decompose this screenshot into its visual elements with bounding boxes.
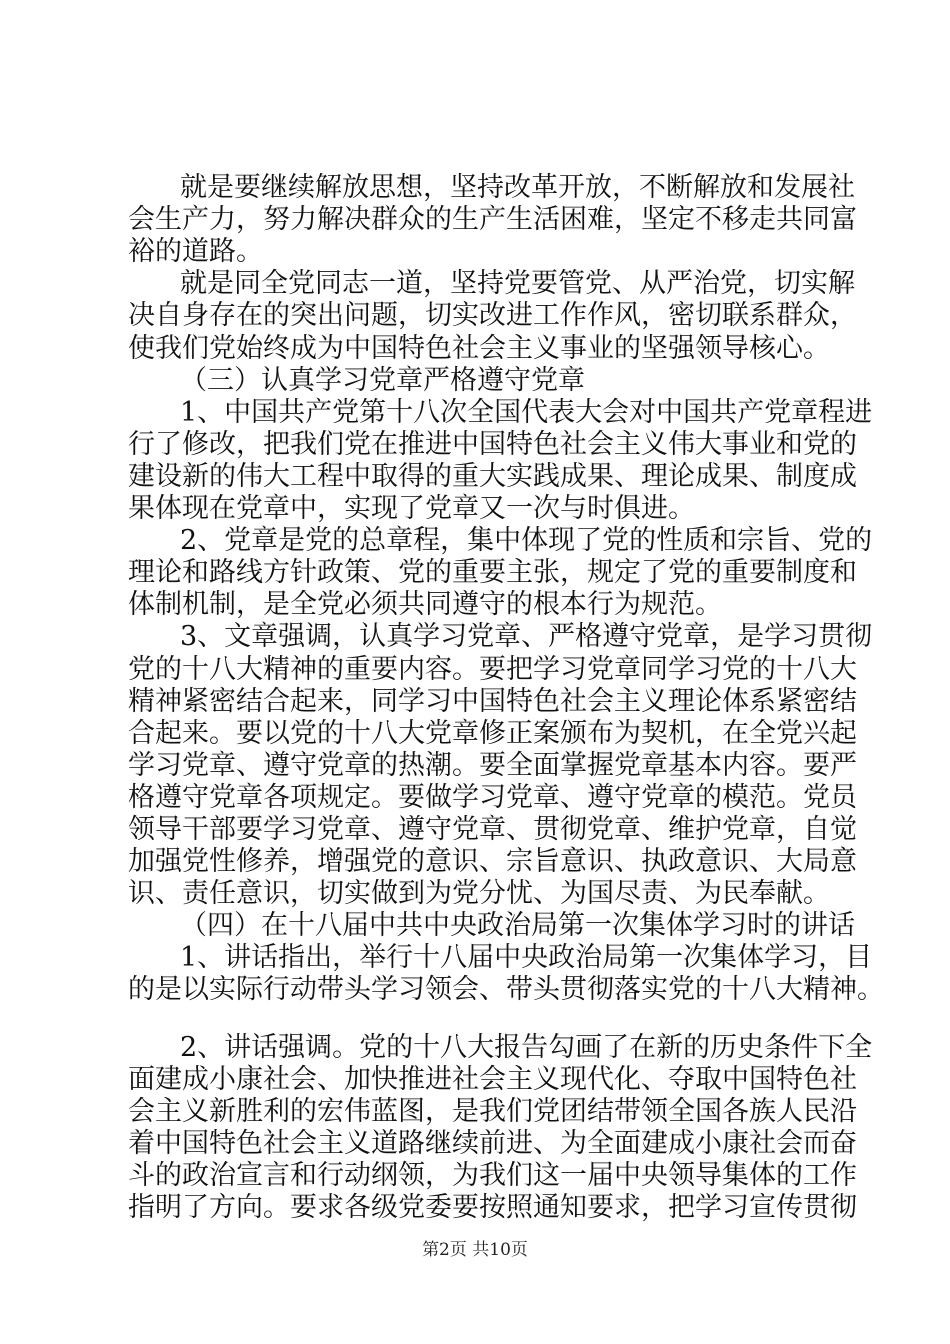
text-line: 精神紧密结合起来，同学习中国特色社会主义理论体系紧密结 [128,685,857,717]
text-line: 1、讲话指出，举行十八届中央政治局第一次集体学习，目 [180,942,873,974]
text-line: 斗的政治宣言和行动纲领，为我们这一届中央领导集体的工作 [128,1159,857,1191]
text-line: 党的十八大精神的重要内容。要把学习党章同学习党的十八大 [128,653,857,685]
text-line: 理论和路线方针政策、党的重要主张，规定了党的重要制度和 [128,557,857,589]
text-line: 使我们党始终成为中国特色社会主义事业的坚强领导核心。 [128,332,830,364]
text-line: 格遵守党章各项规定。要做学习党章、遵守党章的模范。党员 [128,781,857,813]
text-line: 就是同全党同志一道，坚持党要管党、从严治党，切实解 [180,268,855,300]
text-line: 2、党章是党的总章程，集中体现了党的性质和宗旨、党的 [180,525,873,557]
text-line: 会生产力，努力解决群众的生产生活困难，坚定不移走共同富 [128,204,857,236]
text-line: 就是要继续解放思想，坚持改革开放，不断解放和发展社 [180,172,855,203]
text-line: 着中国特色社会主义道路继续前进、为全面建成小康社会而奋 [128,1127,857,1159]
text-line: 1、中国共产党第十八次全国代表大会对中国共产党章程进 [180,396,873,428]
text-line: 体制机制，是全党必须共同遵守的根本行为规范。 [128,589,722,621]
section-heading: （四）在十八届中共中央政治局第一次集体学习时的讲话 [180,910,855,942]
section-heading: （三）认真学习党章严格遵守党章 [180,364,585,396]
text-line: 识、责任意识，切实做到为党分忧、为国尽责、为民奉献。 [128,878,830,910]
text-line: 领导干部要学习党章、遵守党章、贯彻党章、维护党章，自觉 [128,813,857,845]
text-line: 指明了方向。要求各级党委要按照通知要求，把学习宣传贯彻 [128,1192,857,1223]
text-line: 的是以实际行动带头学习领会、带头贯彻落实党的十八大精神。 [128,974,884,1006]
text-line: 果体现在党章中，实现了党章又一次与时俱进。 [128,493,695,524]
text-line: 面建成小康社会、加快推进社会主义现代化、夺取中国特色社 [128,1063,857,1095]
text-line: 决自身存在的突出问题，切实改进工作作风，密切联系群众， [128,300,857,332]
text-line: 加强党性修养，增强党的意识、宗旨意识、执政意识、大局意 [128,846,857,877]
text-line: 会主义新胜利的宏伟蓝图，是我们党团结带领全国各族人民沿 [128,1095,857,1127]
text-line: 3、文章强调，认真学习党章、严格遵守党章，是学习贯彻 [180,621,873,653]
text-line: 2、讲话强调。党的十八大报告勾画了在新的历史条件下全 [180,1031,873,1063]
text-line: 建设新的伟大工程中取得的重大实践成果、理论成果、制度成 [128,460,857,492]
text-line: 学习党章、遵守党章的热潮。要全面掌握党章基本内容。要严 [128,749,857,781]
text-line: 裕的道路。 [128,236,263,268]
text-line: 合起来。要以党的十八大党章修正案颁布为契机，在全党兴起 [128,717,857,749]
page-footer: 第2页 共10页 [422,1240,528,1260]
text-line: 行了修改，把我们党在推进中国特色社会主义伟大事业和党的 [128,428,857,460]
